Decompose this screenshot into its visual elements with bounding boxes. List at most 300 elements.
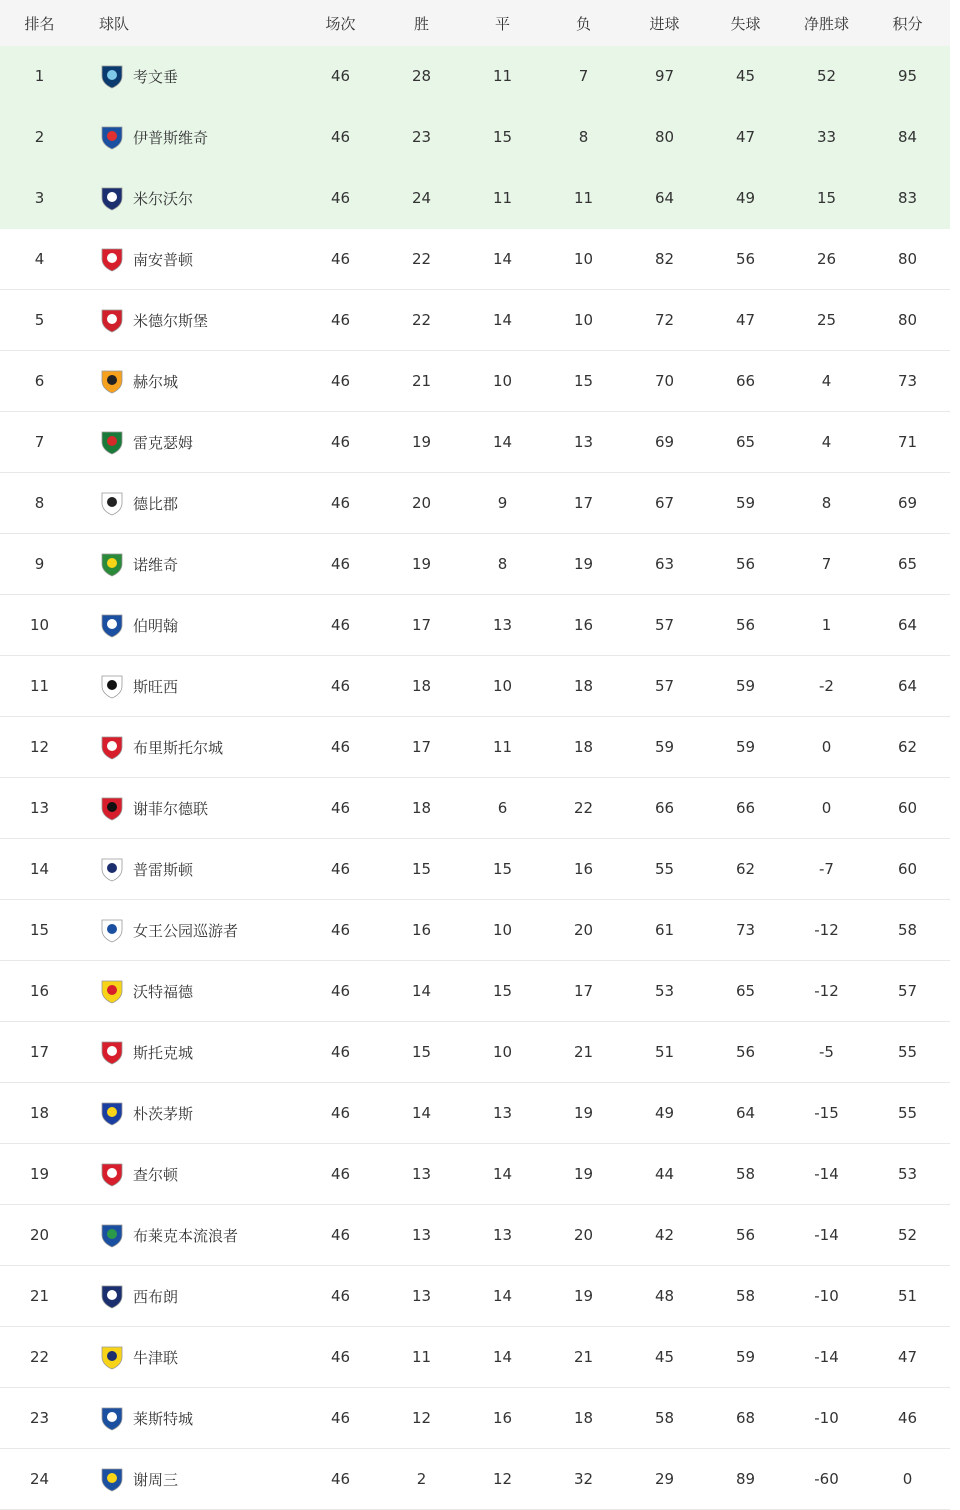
team-crest-icon <box>99 673 125 699</box>
rank-cell: 6 <box>34 372 45 390</box>
played-cell: 46 <box>330 555 351 573</box>
team-name[interactable]: 雷克瑟姆 <box>133 433 194 452</box>
points-cell: 64 <box>897 616 918 634</box>
team-name[interactable]: 米尔沃尔 <box>133 189 194 208</box>
table-row[interactable] <box>0 1205 950 1266</box>
lost-cell: 18 <box>573 1409 594 1427</box>
goals-against-cell: 73 <box>735 921 756 939</box>
won-cell: 13 <box>411 1165 432 1183</box>
table-body <box>0 46 950 1510</box>
header-lost[interactable]: 负 <box>575 14 591 33</box>
header-team[interactable]: 球队 <box>99 14 130 33</box>
lost-cell: 19 <box>573 1165 594 1183</box>
won-cell: 15 <box>411 860 432 878</box>
goals-for-cell: 67 <box>654 494 675 512</box>
played-cell: 46 <box>330 1470 351 1488</box>
team-crest-icon <box>99 1344 125 1370</box>
team-name[interactable]: 谢菲尔德联 <box>133 799 209 818</box>
header-drawn[interactable]: 平 <box>494 14 510 33</box>
goal-difference-cell: 0 <box>821 738 832 756</box>
drawn-cell: 11 <box>492 189 513 207</box>
won-cell: 22 <box>411 250 432 268</box>
table-row[interactable] <box>0 595 950 656</box>
played-cell: 46 <box>330 1409 351 1427</box>
goals-for-cell: 64 <box>654 189 675 207</box>
header-goals-for[interactable]: 进球 <box>649 14 680 33</box>
won-cell: 16 <box>411 921 432 939</box>
played-cell: 46 <box>330 616 351 634</box>
lost-cell: 22 <box>573 799 594 817</box>
goals-against-cell: 68 <box>735 1409 756 1427</box>
goals-against-cell: 49 <box>735 189 756 207</box>
lost-cell: 19 <box>573 1104 594 1122</box>
rank-cell: 11 <box>29 677 50 695</box>
won-cell: 17 <box>411 616 432 634</box>
drawn-cell: 15 <box>492 860 513 878</box>
team-cell[interactable] <box>79 1466 300 1492</box>
played-cell: 46 <box>330 677 351 695</box>
points-cell: 60 <box>897 799 918 817</box>
drawn-cell: 10 <box>492 372 513 390</box>
table-row[interactable] <box>0 351 950 412</box>
points-cell: 46 <box>897 1409 918 1427</box>
goals-for-cell: 48 <box>654 1287 675 1305</box>
team-name[interactable]: 斯托克城 <box>133 1043 194 1062</box>
goal-difference-cell: -60 <box>814 1470 839 1488</box>
won-cell: 14 <box>411 982 432 1000</box>
rank-cell: 22 <box>29 1348 50 1366</box>
team-name[interactable]: 牛津联 <box>133 1348 179 1367</box>
points-cell: 47 <box>897 1348 918 1366</box>
drawn-cell: 13 <box>492 1104 513 1122</box>
team-cell[interactable] <box>79 246 300 272</box>
goals-for-cell: 61 <box>654 921 675 939</box>
goals-for-cell: 63 <box>654 555 675 573</box>
header-won[interactable]: 胜 <box>413 14 429 33</box>
team-cell[interactable] <box>79 63 300 89</box>
team-name[interactable]: 女王公园巡游者 <box>133 921 239 940</box>
table-header <box>0 0 950 46</box>
goals-against-cell: 65 <box>735 982 756 1000</box>
drawn-cell: 16 <box>492 1409 513 1427</box>
rank-cell: 23 <box>29 1409 50 1427</box>
team-cell[interactable] <box>79 1405 300 1431</box>
header-played[interactable]: 场次 <box>325 14 356 33</box>
rank-cell: 15 <box>29 921 50 939</box>
goal-difference-cell: -14 <box>814 1226 839 1244</box>
goals-for-cell: 69 <box>654 433 675 451</box>
drawn-cell: 6 <box>497 799 508 817</box>
won-cell: 19 <box>411 433 432 451</box>
team-cell[interactable] <box>79 1161 300 1187</box>
goals-against-cell: 62 <box>735 860 756 878</box>
points-cell: 51 <box>897 1287 918 1305</box>
points-cell: 52 <box>897 1226 918 1244</box>
goals-for-cell: 42 <box>654 1226 675 1244</box>
won-cell: 13 <box>411 1226 432 1244</box>
played-cell: 46 <box>330 1287 351 1305</box>
drawn-cell: 14 <box>492 250 513 268</box>
goal-difference-cell: -14 <box>814 1348 839 1366</box>
team-name[interactable]: 莱斯特城 <box>133 1409 194 1428</box>
goals-for-cell: 57 <box>654 616 675 634</box>
team-crest-icon <box>99 185 125 211</box>
goal-difference-cell: -12 <box>814 921 839 939</box>
table-row[interactable] <box>0 107 950 168</box>
team-cell[interactable] <box>79 917 300 943</box>
points-cell: 0 <box>902 1470 913 1488</box>
rank-cell: 24 <box>29 1470 50 1488</box>
table-row[interactable] <box>0 46 950 107</box>
team-cell[interactable] <box>79 124 300 150</box>
won-cell: 18 <box>411 799 432 817</box>
drawn-cell: 11 <box>492 67 513 85</box>
rank-cell: 5 <box>34 311 45 329</box>
team-name[interactable]: 德比郡 <box>133 494 179 513</box>
team-cell[interactable] <box>79 612 300 638</box>
table-row[interactable] <box>0 839 950 900</box>
goals-against-cell: 89 <box>735 1470 756 1488</box>
goal-difference-cell: -10 <box>814 1409 839 1427</box>
goals-for-cell: 55 <box>654 860 675 878</box>
goals-for-cell: 58 <box>654 1409 675 1427</box>
goal-difference-cell: -12 <box>814 982 839 1000</box>
goals-against-cell: 56 <box>735 250 756 268</box>
won-cell: 12 <box>411 1409 432 1427</box>
goals-against-cell: 64 <box>735 1104 756 1122</box>
lost-cell: 19 <box>573 555 594 573</box>
team-cell[interactable] <box>79 368 300 394</box>
team-crest-icon <box>99 124 125 150</box>
table-row[interactable] <box>0 1266 950 1327</box>
table-row[interactable] <box>0 717 950 778</box>
team-cell[interactable] <box>79 1344 300 1370</box>
goal-difference-cell: -14 <box>814 1165 839 1183</box>
drawn-cell: 12 <box>492 1470 513 1488</box>
team-crest-icon <box>99 856 125 882</box>
team-cell[interactable] <box>79 673 300 699</box>
points-cell: 55 <box>897 1104 918 1122</box>
goals-against-cell: 56 <box>735 1043 756 1061</box>
played-cell: 46 <box>330 738 351 756</box>
lost-cell: 20 <box>573 1226 594 1244</box>
points-cell: 71 <box>897 433 918 451</box>
team-name[interactable]: 南安普顿 <box>133 250 194 269</box>
goals-against-cell: 66 <box>735 799 756 817</box>
drawn-cell: 13 <box>492 1226 513 1244</box>
drawn-cell: 15 <box>492 982 513 1000</box>
rank-cell: 18 <box>29 1104 50 1122</box>
table-row[interactable] <box>0 900 950 961</box>
table-row[interactable] <box>0 1327 950 1388</box>
played-cell: 46 <box>330 1165 351 1183</box>
won-cell: 21 <box>411 372 432 390</box>
won-cell: 17 <box>411 738 432 756</box>
played-cell: 46 <box>330 250 351 268</box>
goals-against-cell: 58 <box>735 1165 756 1183</box>
team-cell[interactable] <box>79 429 300 455</box>
rank-cell: 20 <box>29 1226 50 1244</box>
team-crest-icon <box>99 63 125 89</box>
team-name[interactable]: 普雷斯顿 <box>133 860 194 879</box>
won-cell: 20 <box>411 494 432 512</box>
goals-against-cell: 59 <box>735 1348 756 1366</box>
table-row[interactable] <box>0 290 950 351</box>
team-crest-icon <box>99 1039 125 1065</box>
goals-for-cell: 82 <box>654 250 675 268</box>
team-cell[interactable] <box>79 795 300 821</box>
won-cell: 15 <box>411 1043 432 1061</box>
rank-cell: 16 <box>29 982 50 1000</box>
points-cell: 65 <box>897 555 918 573</box>
played-cell: 46 <box>330 189 351 207</box>
rank-cell: 7 <box>34 433 45 451</box>
team-cell[interactable] <box>79 307 300 333</box>
team-crest-icon <box>99 1161 125 1187</box>
team-crest-icon <box>99 734 125 760</box>
rank-cell: 14 <box>29 860 50 878</box>
goals-against-cell: 59 <box>735 494 756 512</box>
drawn-cell: 14 <box>492 1348 513 1366</box>
team-cell[interactable] <box>79 734 300 760</box>
rank-cell: 1 <box>34 67 45 85</box>
won-cell: 22 <box>411 311 432 329</box>
points-cell: 64 <box>897 677 918 695</box>
goal-difference-cell: -7 <box>819 860 834 878</box>
won-cell: 14 <box>411 1104 432 1122</box>
goal-difference-cell: 25 <box>816 311 837 329</box>
goals-for-cell: 72 <box>654 311 675 329</box>
played-cell: 46 <box>330 982 351 1000</box>
lost-cell: 18 <box>573 738 594 756</box>
lost-cell: 20 <box>573 921 594 939</box>
team-name[interactable]: 布里斯托尔城 <box>133 738 224 757</box>
rank-cell: 8 <box>34 494 45 512</box>
drawn-cell: 10 <box>492 1043 513 1061</box>
goals-against-cell: 65 <box>735 433 756 451</box>
goals-for-cell: 80 <box>654 128 675 146</box>
header-rank[interactable]: 排名 <box>24 14 55 33</box>
team-name[interactable]: 西布朗 <box>133 1287 179 1306</box>
played-cell: 46 <box>330 494 351 512</box>
team-crest-icon <box>99 246 125 272</box>
team-name[interactable]: 布莱克本流浪者 <box>133 1226 239 1245</box>
goals-for-cell: 49 <box>654 1104 675 1122</box>
goals-against-cell: 56 <box>735 1226 756 1244</box>
rank-cell: 21 <box>29 1287 50 1305</box>
goals-against-cell: 56 <box>735 555 756 573</box>
played-cell: 46 <box>330 1104 351 1122</box>
team-name[interactable]: 米德尔斯堡 <box>133 311 209 330</box>
table-row[interactable] <box>0 229 950 290</box>
team-name[interactable]: 赫尔城 <box>133 372 179 391</box>
drawn-cell: 10 <box>492 677 513 695</box>
table-row[interactable] <box>0 412 950 473</box>
table-row[interactable] <box>0 656 950 717</box>
drawn-cell: 11 <box>492 738 513 756</box>
goal-difference-cell: 52 <box>816 67 837 85</box>
goals-against-cell: 56 <box>735 616 756 634</box>
played-cell: 46 <box>330 860 351 878</box>
played-cell: 46 <box>330 128 351 146</box>
lost-cell: 13 <box>573 433 594 451</box>
team-cell[interactable] <box>79 1222 300 1248</box>
points-cell: 80 <box>897 250 918 268</box>
team-cell[interactable] <box>79 551 300 577</box>
goals-for-cell: 97 <box>654 67 675 85</box>
won-cell: 19 <box>411 555 432 573</box>
lost-cell: 7 <box>578 67 589 85</box>
played-cell: 46 <box>330 372 351 390</box>
team-cell[interactable] <box>79 1283 300 1309</box>
team-cell[interactable] <box>79 1100 300 1126</box>
table-row[interactable] <box>0 1022 950 1083</box>
team-crest-icon <box>99 368 125 394</box>
won-cell: 2 <box>416 1470 427 1488</box>
goal-difference-cell: 0 <box>821 799 832 817</box>
team-crest-icon <box>99 1222 125 1248</box>
header-goals-against[interactable]: 失球 <box>730 14 761 33</box>
points-cell: 83 <box>897 189 918 207</box>
table-row[interactable] <box>0 473 950 534</box>
goals-for-cell: 59 <box>654 738 675 756</box>
points-cell: 58 <box>897 921 918 939</box>
header-points[interactable]: 积分 <box>892 14 923 33</box>
drawn-cell: 13 <box>492 616 513 634</box>
team-name[interactable]: 考文垂 <box>133 67 179 86</box>
lost-cell: 15 <box>573 372 594 390</box>
team-name[interactable]: 诺维奇 <box>133 555 179 574</box>
team-crest-icon <box>99 551 125 577</box>
table-row[interactable] <box>0 961 950 1022</box>
table-row[interactable] <box>0 778 950 839</box>
lost-cell: 16 <box>573 616 594 634</box>
team-crest-icon <box>99 917 125 943</box>
played-cell: 46 <box>330 921 351 939</box>
team-name[interactable]: 查尔顿 <box>133 1165 179 1184</box>
team-crest-icon <box>99 978 125 1004</box>
rank-cell: 9 <box>34 555 45 573</box>
goals-for-cell: 53 <box>654 982 675 1000</box>
points-cell: 62 <box>897 738 918 756</box>
drawn-cell: 8 <box>497 555 508 573</box>
table-row[interactable] <box>0 168 950 229</box>
rank-cell: 17 <box>29 1043 50 1061</box>
played-cell: 46 <box>330 1348 351 1366</box>
team-cell[interactable] <box>79 856 300 882</box>
points-cell: 57 <box>897 982 918 1000</box>
drawn-cell: 9 <box>497 494 508 512</box>
played-cell: 46 <box>330 311 351 329</box>
rank-cell: 2 <box>34 128 45 146</box>
drawn-cell: 14 <box>492 311 513 329</box>
goal-difference-cell: 8 <box>821 494 832 512</box>
points-cell: 84 <box>897 128 918 146</box>
lost-cell: 18 <box>573 677 594 695</box>
team-name[interactable]: 伊普斯维奇 <box>133 128 209 147</box>
goals-for-cell: 51 <box>654 1043 675 1061</box>
drawn-cell: 15 <box>492 128 513 146</box>
goals-against-cell: 58 <box>735 1287 756 1305</box>
team-crest-icon <box>99 1283 125 1309</box>
points-cell: 80 <box>897 311 918 329</box>
lost-cell: 21 <box>573 1348 594 1366</box>
won-cell: 28 <box>411 67 432 85</box>
table-row[interactable] <box>0 1388 950 1449</box>
goals-against-cell: 47 <box>735 311 756 329</box>
won-cell: 13 <box>411 1287 432 1305</box>
goals-against-cell: 45 <box>735 67 756 85</box>
team-name[interactable]: 谢周三 <box>133 1470 179 1489</box>
goals-for-cell: 45 <box>654 1348 675 1366</box>
goals-for-cell: 29 <box>654 1470 675 1488</box>
team-name[interactable]: 朴茨茅斯 <box>133 1104 194 1123</box>
goal-difference-cell: 33 <box>816 128 837 146</box>
points-cell: 73 <box>897 372 918 390</box>
team-crest-icon <box>99 612 125 638</box>
goals-against-cell: 59 <box>735 738 756 756</box>
team-crest-icon <box>99 1405 125 1431</box>
points-cell: 55 <box>897 1043 918 1061</box>
won-cell: 11 <box>411 1348 432 1366</box>
lost-cell: 17 <box>573 982 594 1000</box>
table-row[interactable] <box>0 534 950 595</box>
team-cell[interactable] <box>79 490 300 516</box>
table-row[interactable] <box>0 1083 950 1144</box>
goal-difference-cell: -5 <box>819 1043 834 1061</box>
lost-cell: 11 <box>573 189 594 207</box>
rank-cell: 10 <box>29 616 50 634</box>
drawn-cell: 14 <box>492 1165 513 1183</box>
goal-difference-cell: -15 <box>814 1104 839 1122</box>
points-cell: 53 <box>897 1165 918 1183</box>
drawn-cell: 14 <box>492 433 513 451</box>
lost-cell: 17 <box>573 494 594 512</box>
team-crest-icon <box>99 429 125 455</box>
points-cell: 95 <box>897 67 918 85</box>
team-name[interactable]: 伯明翰 <box>133 616 179 635</box>
lost-cell: 21 <box>573 1043 594 1061</box>
team-name[interactable]: 沃特福德 <box>133 982 194 1001</box>
played-cell: 46 <box>330 799 351 817</box>
won-cell: 24 <box>411 189 432 207</box>
goals-against-cell: 66 <box>735 372 756 390</box>
goals-for-cell: 70 <box>654 372 675 390</box>
goal-difference-cell: -10 <box>814 1287 839 1305</box>
goals-for-cell: 44 <box>654 1165 675 1183</box>
team-cell[interactable] <box>79 978 300 1004</box>
goals-for-cell: 57 <box>654 677 675 695</box>
team-cell[interactable] <box>79 185 300 211</box>
goal-difference-cell: 7 <box>821 555 832 573</box>
goals-against-cell: 47 <box>735 128 756 146</box>
rank-cell: 12 <box>29 738 50 756</box>
team-name[interactable]: 斯旺西 <box>133 677 179 696</box>
header-goal-difference[interactable]: 净胜球 <box>803 14 849 33</box>
lost-cell: 10 <box>573 250 594 268</box>
rank-cell: 3 <box>34 189 45 207</box>
goal-difference-cell: 15 <box>816 189 837 207</box>
played-cell: 46 <box>330 67 351 85</box>
goal-difference-cell: -2 <box>819 677 834 695</box>
team-crest-icon <box>99 1100 125 1126</box>
lost-cell: 19 <box>573 1287 594 1305</box>
table-row[interactable] <box>0 1449 950 1510</box>
team-crest-icon <box>99 490 125 516</box>
table-row[interactable] <box>0 1144 950 1205</box>
team-cell[interactable] <box>79 1039 300 1065</box>
points-cell: 69 <box>897 494 918 512</box>
